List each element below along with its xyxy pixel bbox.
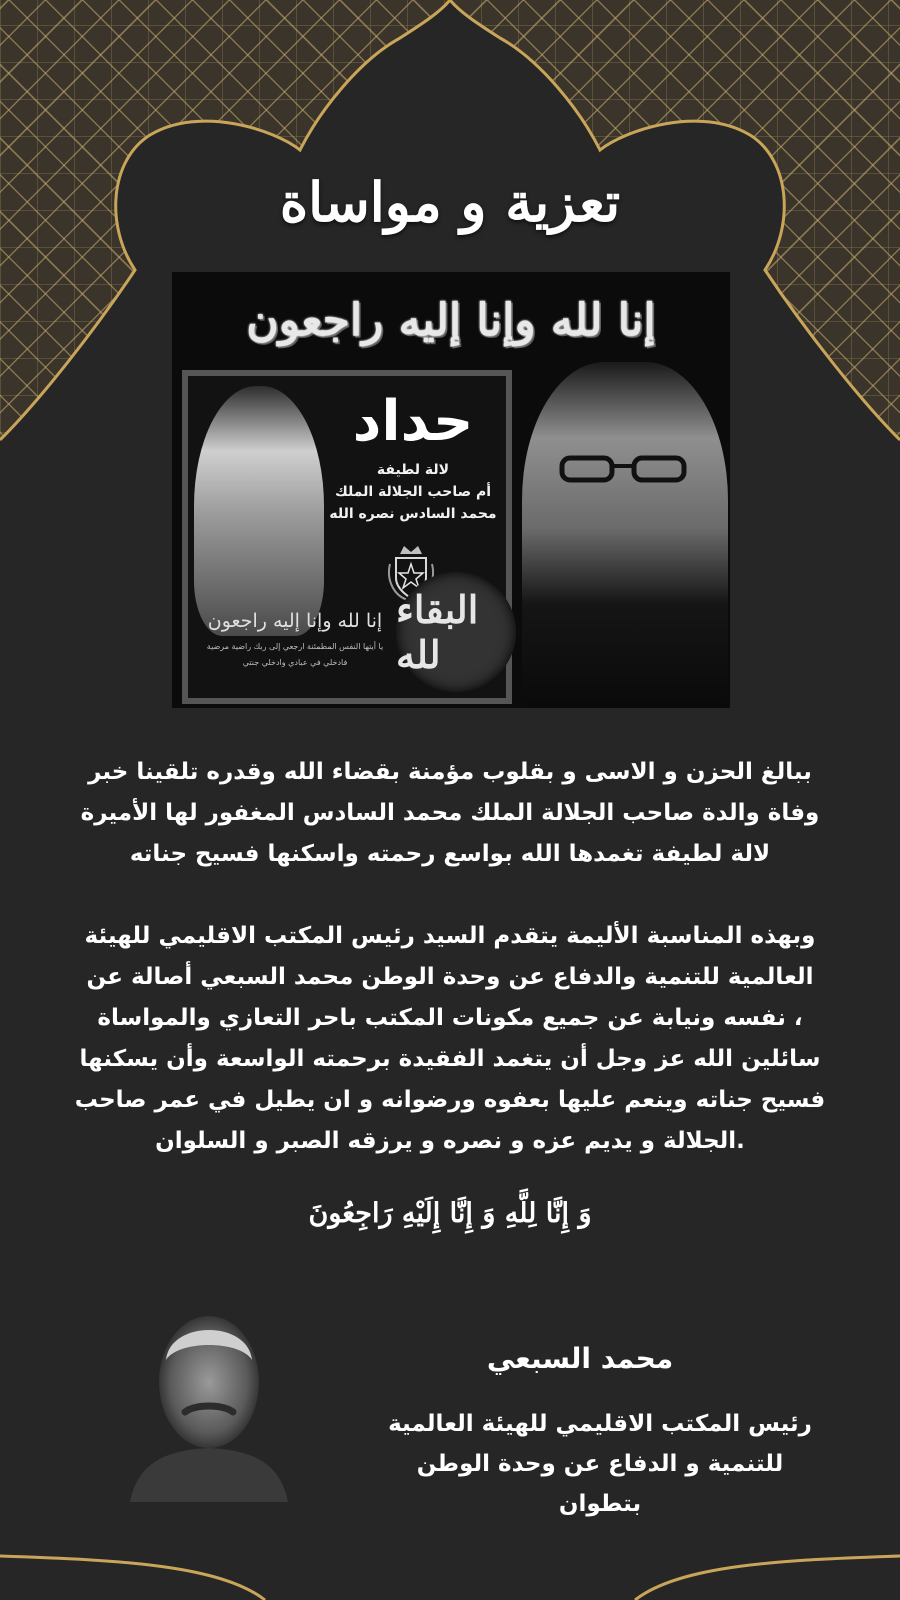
poster-line-1: لالة لطيفة	[376, 462, 450, 478]
mourning-word: حداد	[352, 389, 474, 454]
poster-small-verse-sub-2: فادخلي في عبادي وادخلي جنتي	[242, 658, 348, 667]
message-line: وفاة والدة صاحب الجلالة الملك محمد السادس المغفور لها الأميرة	[80, 800, 820, 826]
portrait-king	[522, 362, 728, 708]
poster-roundel: البقاء لله	[396, 572, 516, 692]
signature-title-line: للتنمية و الدفاع عن وحدة الوطن	[416, 1451, 784, 1477]
poster-line-2: أم صاحب الجلالة الملك	[334, 484, 492, 500]
signature-name: محمد السبعي	[486, 1342, 674, 1375]
closing-verse: وَ إِنَّا لِلَّهِ وَ إِنَّا إِلَيْهِ رَاجِعُونَ	[308, 1198, 592, 1229]
poster-small-verse: إنا لله وإنا إليه راجعون	[207, 610, 383, 632]
avatar	[130, 1300, 288, 1502]
message-line: العالمية للتنمية والدفاع عن وحدة الوطن محمد السبعي أصالة عن	[86, 964, 814, 990]
signature-title-line: بتطوان	[558, 1491, 642, 1517]
page-title: تعزية و مواساة	[279, 170, 621, 234]
signature-title-line: رئيس المكتب الاقليمي للهيئة العالمية	[388, 1411, 812, 1437]
message-paragraph-2	[30, 916, 870, 1162]
portrait-princess	[194, 386, 324, 636]
message-line: وبهذه المناسبة الأليمة يتقدم السيد رئيس المكتب الاقليمي للهيئة	[84, 923, 816, 949]
poster-line-3: محمد السادس نصره الله	[329, 506, 497, 522]
message-line: لالة لطيفة تغمدها الله بواسع رحمته واسكنها فسيح جناته	[129, 841, 771, 867]
message-line: سائلين الله عز وجل أن يتغمد الفقيدة برحمته الواسعة وأن يسكنها	[79, 1046, 821, 1072]
poster-banner-verse: إنا لله وإنا إليه راجعون	[246, 295, 656, 346]
poster-small-verse-sub-1: يا أيتها النفس المطمئنة ارجعي إلى ربك راضية مرضية	[206, 642, 384, 651]
glasses-icon	[554, 454, 694, 484]
mourning-poster	[172, 272, 730, 708]
message-paragraph-1	[30, 752, 870, 875]
message-line: ببالغ الحزن و الاسى و بقلوب مؤمنة بقضاء الله وقدره تلقينا خبر	[88, 759, 812, 785]
message-line: نفسه ونيابة عن جميع مكونات المكتب باحر التعازي والمواساة ،	[97, 1005, 803, 1031]
message-line: فسيح جناته وينعم عليها بعفوه ورضوانه و ان يطيل في عمر صاحب	[74, 1087, 826, 1113]
message-line: الجلالة و يديم عزه و نصره و يرزقه الصبر و السلوان.	[155, 1128, 745, 1154]
